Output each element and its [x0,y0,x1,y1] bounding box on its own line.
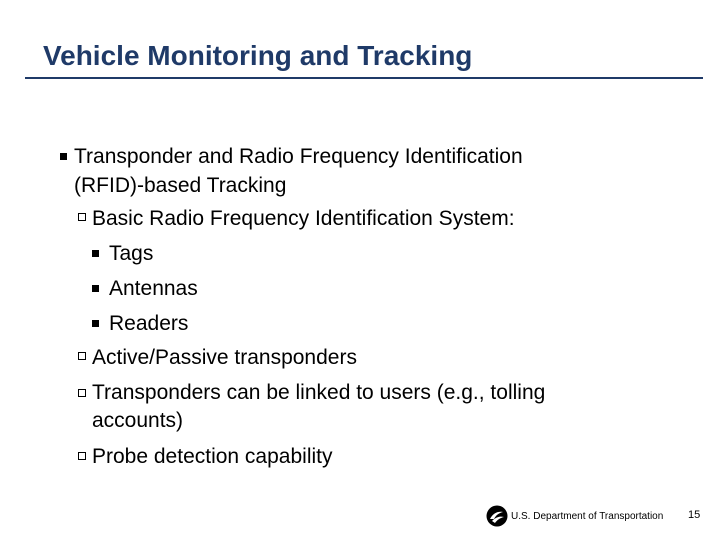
bullet-marker-hollow-icon [78,213,86,221]
bullet-marker-square-icon [92,250,99,257]
bullet-component-tags: Tags [109,242,154,265]
footer [486,505,663,527]
bullet-linked-line1: Transponders can be linked to users (e.g., tolling [92,381,546,404]
page-number: 15 [688,509,701,521]
bullet-basic-system: Basic Radio Frequency Identification System: [92,207,515,230]
footer-organization: U.S. Department of Transportation [511,510,664,522]
page-title: Vehicle Monitoring and Tracking [43,40,473,71]
bullet-probe: Probe detection capability [92,445,333,468]
bullet-component-readers: Readers [109,312,189,335]
bullet-level1-line1: Transponder and Radio Frequency Identification [74,145,523,168]
bullet-component-antennas: Antennas [109,277,198,300]
bullet-marker-square-icon [92,285,99,292]
bullet-marker-hollow-icon [78,389,86,397]
bullet-marker-hollow-icon [78,352,86,360]
bullet-linked-line2: accounts) [92,409,184,432]
bullet-marker-square-icon [60,153,67,160]
title-divider [25,77,703,79]
bullet-active-passive: Active/Passive transponders [92,346,357,369]
bullet-marker-hollow-icon [78,452,86,460]
dot-logo-icon [486,505,508,527]
bullet-level1-line2: (RFID)-based Tracking [74,174,287,197]
bullet-marker-square-icon [92,320,99,327]
